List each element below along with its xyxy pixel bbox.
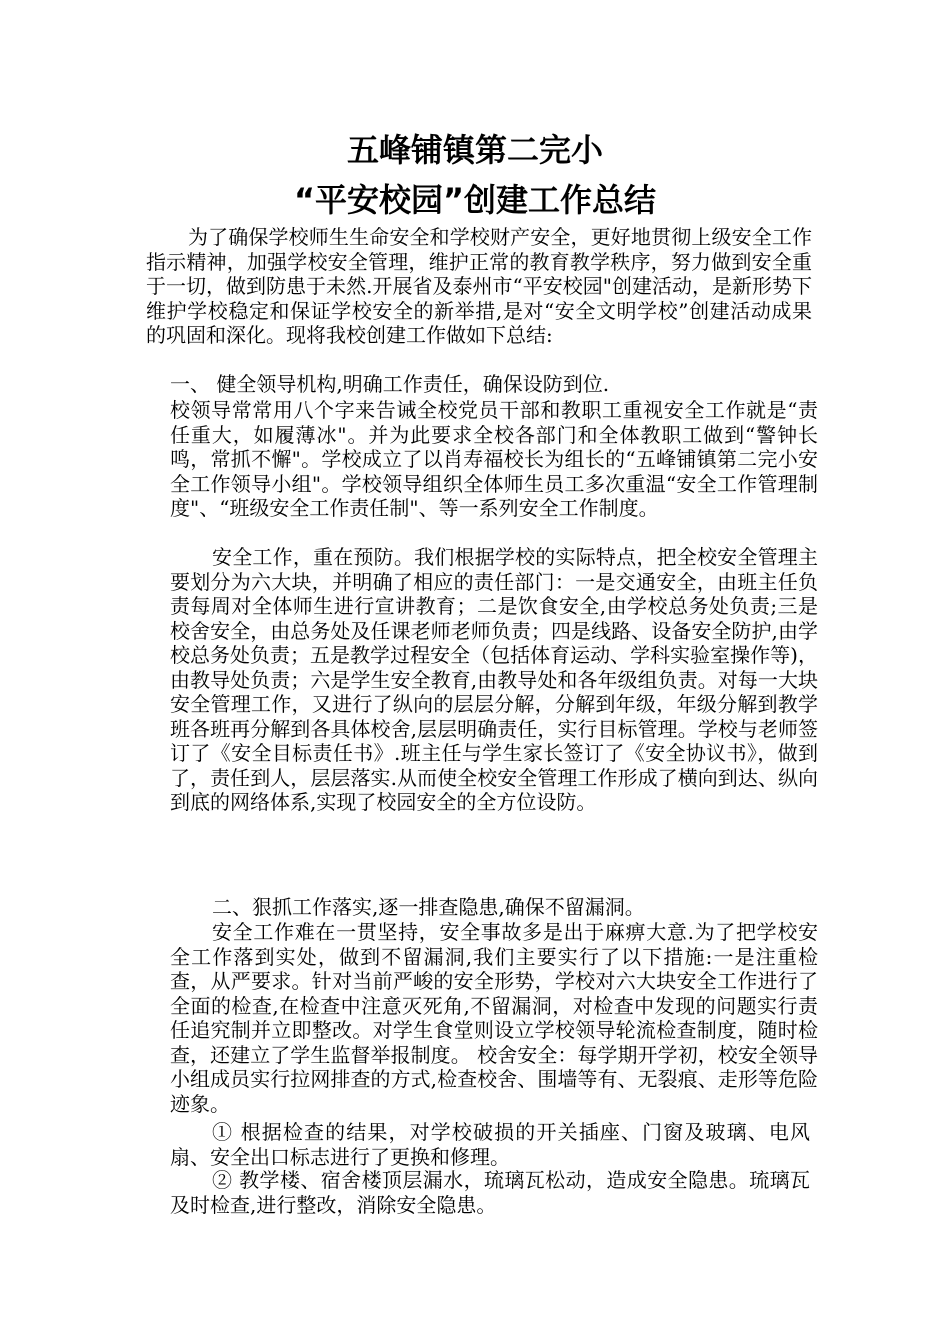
section-1-paragraph-1: 校领导常常用八个字来告诫全校党员干部和教职工重视安全工作就是“责任重大，如履薄冰"。并为此要求全校各部门和全体教职工做到“警钟长鸣，常抓不懈"。学校成立了以肖寿福校长为组长的“五峰铺镇第二完小安全工作领导小组"。学校领导组织全体师生员工多次重温“安全工作管理制度"、“班级安全工作责任制"、等一系列安全工作制度。 (170, 398, 818, 520)
section-2-paragraph-1: 安全工作难在一贯坚持，安全事故多是出于麻痹大意.为了把学校安全工作落到实处，做到不留漏洞,我们主要实行了以下措施:一是注重检查，从严要求。针对当前严峻的安全形势，学校对六大块安全工作进行了全面的检查,在检查中注意灭死角,不留漏洞，对检查中发现的问题实行责任追究制并立即整改。对学生食堂则设立学校领导轮流检查制度，随时检查，还建立了学生监督举报制度。 校舍安全：每学期开学初，校安全领导小组成员实行拉网排查的方式,检查校舍、围墙等有、无裂痕、走形等危险迹象。 (170, 920, 818, 1116)
section-1-paragraph-2: 安全工作，重在预防。我们根据学校的实际特点，把全校安全管理主要划分为六大块，并明确了相应的责任部门：一是交通安全，由班主任负责每周对全体师生进行宣讲教育；二是饮食安全,由学校总务处负责;三是校舍安全，由总务处及任课老师老师负责；四是线路、设备安全防护,由学校总务处负责；五是教学过程安全（包括体育运动、学科实验室操作等)，由教导处负责；六是学生安全教育,由教导处和各年级组负责。对每一大块安全管理工作，又进行了纵向的层层分解，分解到年级，年级分解到教学班各班再分解到各具体校舍,层层明确责任，实行目标管理。学校与老师签订了《安全目标责任书》.班主任与学生家长签订了《安全协议书》，做到了，责任到人，层层落实.从而使全校安全管理工作形成了横向到达、纵向到底的网络体系,实现了校园安全的全方位设防。 (170, 545, 818, 814)
document-title-line1: 五峰铺镇第二完小 (346, 131, 603, 169)
section-2-item-2: ② 教学楼、宿舍楼顶层漏水，琉璃瓦松动，造成安全隐患。琉璃瓦及时检查,进行整改，消除安全隐患。 (170, 1168, 810, 1217)
section-1-heading: 一、 健全领导机构,明确工作责任，确保设防到位. (170, 372, 610, 396)
section-2-heading: 二、狠抓工作落实,逐一排查隐患,确保不留漏洞。 (212, 895, 645, 919)
section-2-item-1: ① 根据检查的结果，对学校破损的开关插座、门窗及玻璃、电风扇、安全出口标志进行了更换和修理。 (170, 1120, 810, 1169)
intro-paragraph: 为了确保学校师生生命安全和学校财产安全，更好地贯彻上级安全工作指示精神，加强学校安全管理，维护正常的教育教学秩序，努力做到安全重于一切，做到防患于未然.开展省及泰州市“平安校园"创建活动，是新形势下维护学校稳定和保证学校安全的新举措,是对“安全文明学校”创建活动成果的巩固和深化。现将我校创建工作做如下总结: (146, 225, 812, 347)
document-title-line2: “平安校园”创建工作总结 (293, 181, 657, 219)
